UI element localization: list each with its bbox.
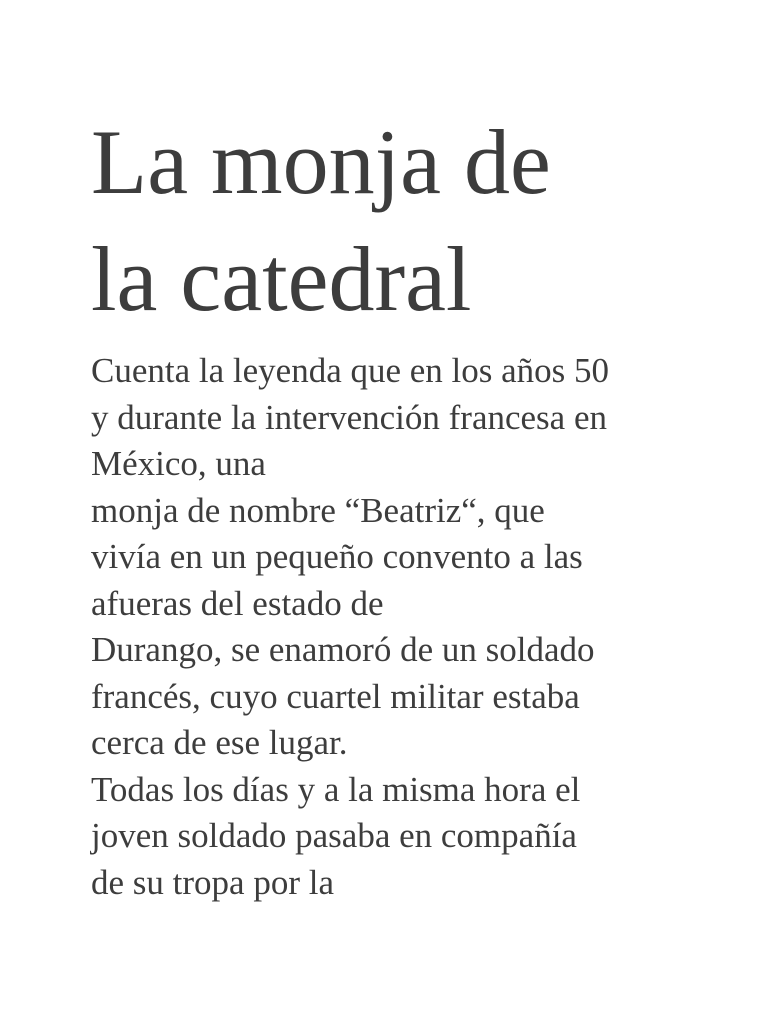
body-line: Cuenta la leyenda que en los años 50 xyxy=(91,351,610,390)
body-line: Durango, se enamoró de un soldado xyxy=(91,630,595,669)
document-title xyxy=(91,104,708,338)
body-line: afueras del estado de xyxy=(91,583,384,623)
body-line: Todas los días y a la misma hora el xyxy=(91,769,581,809)
body-line: de su tropa por la xyxy=(91,862,334,902)
title-line-2: la catedral xyxy=(91,228,472,330)
document-body xyxy=(91,348,708,906)
body-line: joven soldado pasaba en compañía xyxy=(91,816,577,855)
body-line: monja de nombre “Beatriz“, que xyxy=(91,490,545,530)
body-line: vivía en un pequeño convento a las xyxy=(91,537,583,576)
body-line: México, una xyxy=(91,444,266,483)
title-line-1: La monja de xyxy=(91,111,551,213)
body-line: cerca de ese lugar. xyxy=(91,723,348,762)
body-line: y durante la intervención francesa en xyxy=(91,397,607,437)
body-line: francés, cuyo cuartel militar estaba xyxy=(91,676,580,716)
